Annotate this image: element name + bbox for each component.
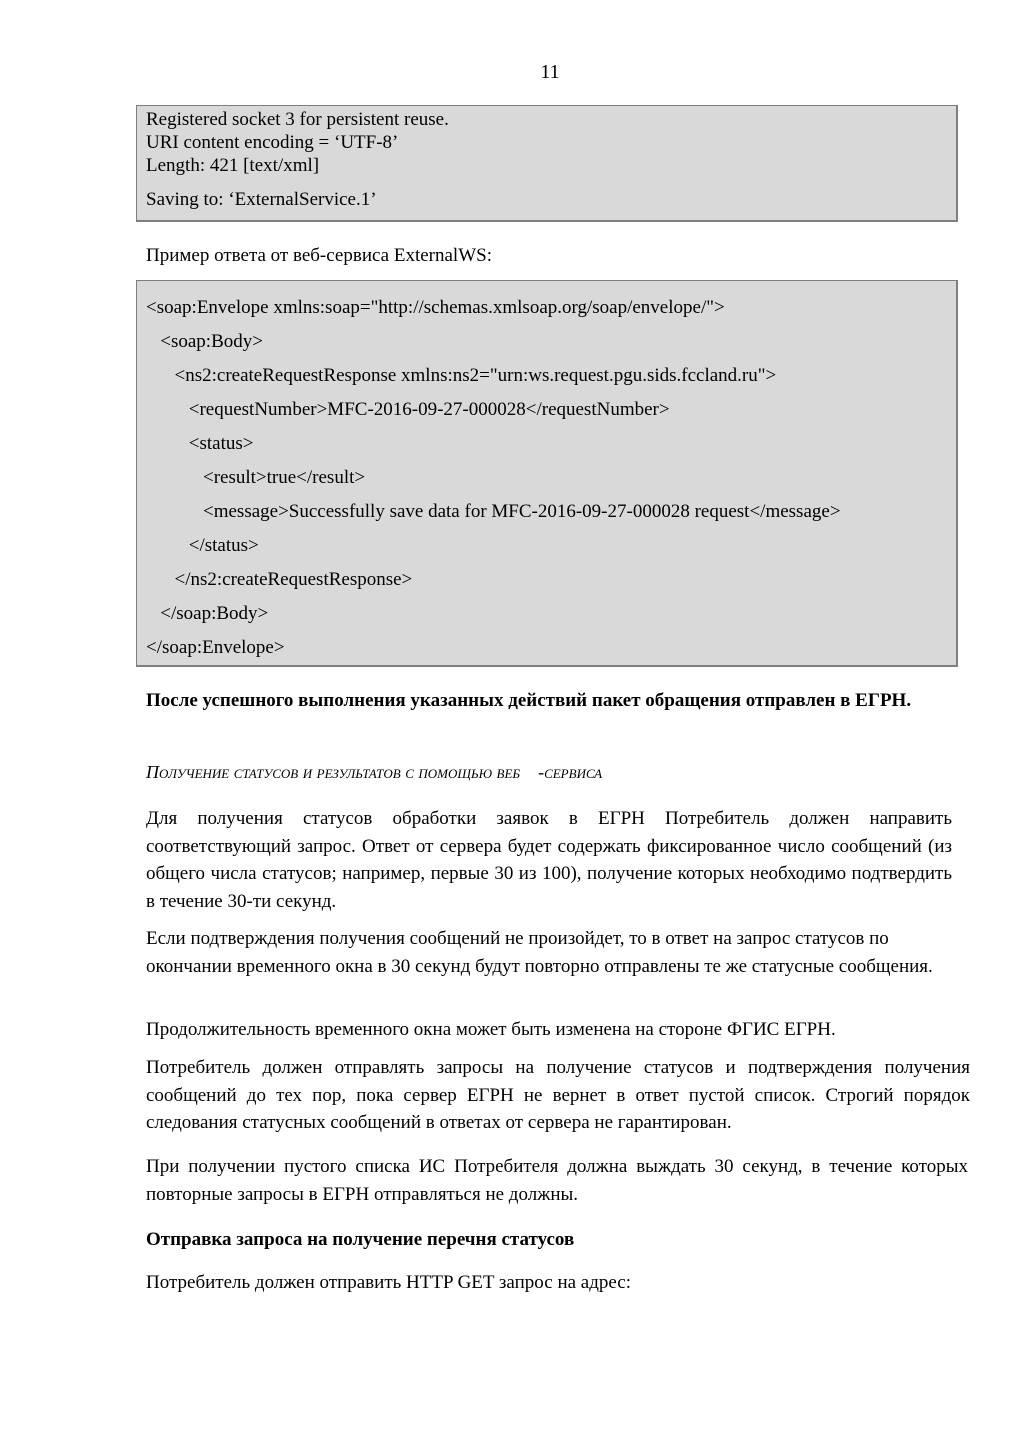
paragraph-repeat-requests: Потребитель должен отправлять запросы на получение статусов и подтверждения получения сообщений до тех пор, пока сервер ЕГРН не вернет в ответ пустой список. Строгий порядок следования статусных сообщений в ответах от сервера не гарантирован.: [146, 1057, 970, 1133]
xml-line: <message>Successfully save data for MFC-2016-09-27-000028 request</message>: [146, 501, 841, 522]
final-paragraph: Потребитель должен отправить HTTP GET запрос на адрес:: [146, 1272, 632, 1293]
xml-line: <soap:Body>: [146, 331, 263, 352]
log-line: URI content encoding = ‘UTF-8’: [146, 132, 399, 153]
log-output-box: [136, 105, 958, 222]
paragraph-status-request: Для получения статусов обработки заявок в ЕГРН Потребитель должен направить соответствующий запрос. Ответ от сервера будет содержать фиксированное число сообщений (из общего числа статусов; например, первые 30 из 100), получение которых необходимо подтвердить в течение 30-ти секунд.: [146, 808, 952, 912]
xml-response-box: [136, 280, 958, 667]
xml-line: <ns2:createRequestResponse xmlns:ns2="urn:ws.request.pgu.sids.fccland.ru">: [146, 365, 777, 386]
section-heading: Получение статусов и результатов с помощью веб -сервиса: [146, 762, 603, 782]
page-number: 11: [540, 61, 560, 83]
xml-line: <requestNumber>MFC-2016-09-27-000028</requestNumber>: [146, 399, 670, 420]
example-caption: Пример ответа от веб-сервиса ExternalWS:: [146, 245, 492, 266]
log-line: Saving to: ‘ExternalService.1’: [146, 189, 377, 210]
success-note: После успешного выполнения указанных действий пакет обращения отправлен в ЕГРН.: [146, 690, 912, 711]
xml-line: </status>: [146, 535, 259, 556]
paragraph-no-confirmation: Если подтверждения получения сообщений не произойдет, то в ответ на запрос статусов по окончании временного окна в 30 секунд будут повторно отправлены те же статусные сообщения.: [146, 928, 933, 977]
xml-line: </soap:Envelope>: [146, 637, 285, 658]
xml-line: <result>true</result>: [146, 467, 366, 488]
xml-line: </soap:Body>: [146, 603, 269, 624]
subheading-status-list: Отправка запроса на получение перечня статусов: [146, 1229, 575, 1250]
log-line: Registered socket 3 for persistent reuse.: [146, 109, 449, 130]
xml-line: <status>: [146, 433, 254, 454]
paragraph-window-duration: Продолжительность временного окна может быть изменена на стороне ФГИС ЕГРН.: [146, 1019, 836, 1040]
paragraph-empty-list: При получении пустого списка ИС Потребителя должна выждать 30 секунд, в течение которых повторные запросы в ЕГРН отправляться не должны.: [146, 1156, 968, 1205]
xml-line: <soap:Envelope xmlns:soap="http://schemas.xmlsoap.org/soap/envelope/">: [146, 297, 725, 318]
log-line: Length: 421 [text/xml]: [146, 155, 320, 176]
xml-line: </ns2:createRequestResponse>: [146, 569, 413, 590]
